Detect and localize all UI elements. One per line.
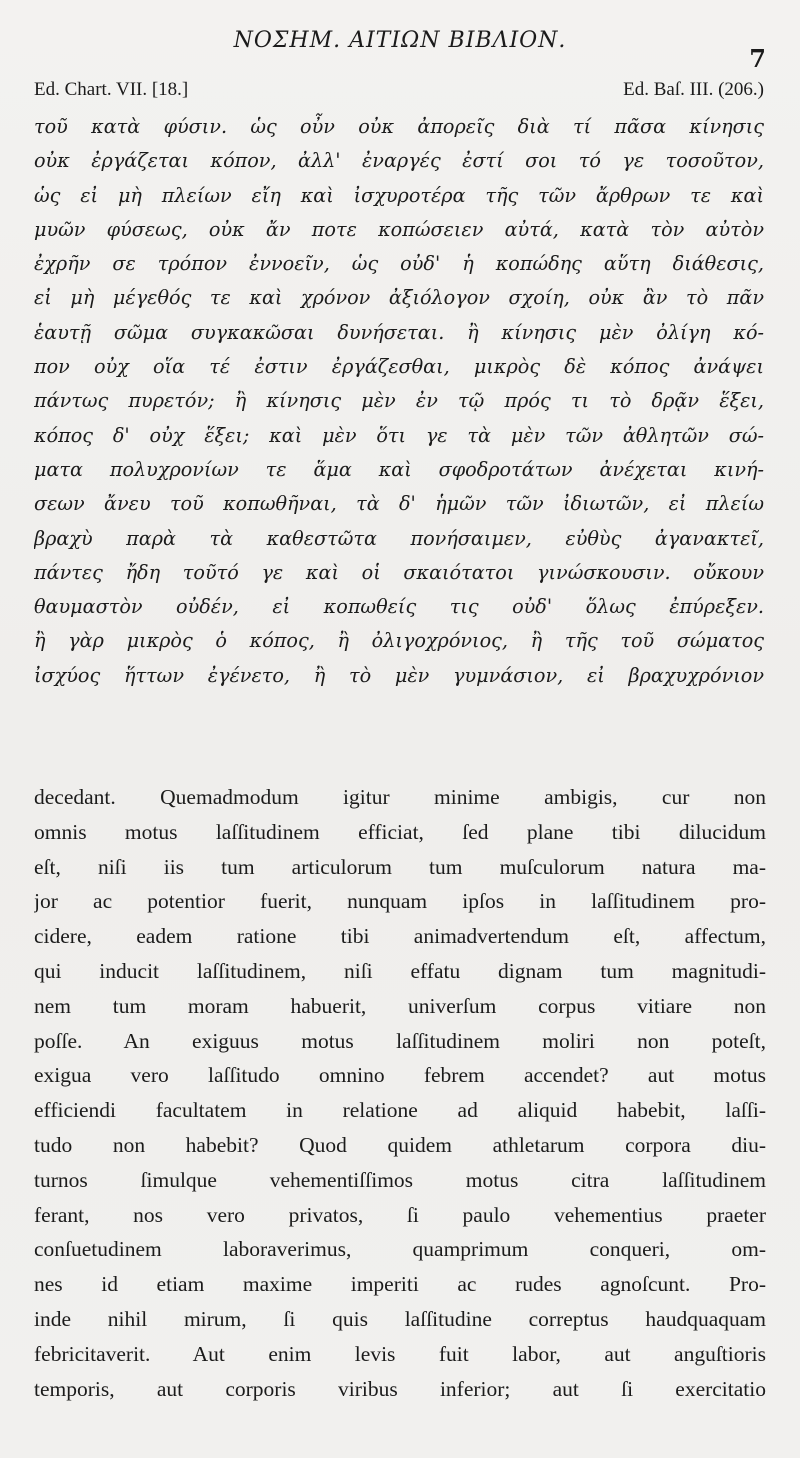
latin-line: qui inducit laſſitudinem, niſi effatu dignam tum magnitudi- bbox=[34, 958, 766, 983]
latin-line: omnis motus laſſitudinem efficiat, ſed plane tibi dilucidum bbox=[34, 819, 766, 844]
greek-line: πάντες ἤδη τοῦτό γε καὶ οἱ σκαιότατοι γινώσκουσιν. οὔκουν bbox=[34, 560, 764, 584]
edition-basel: Ed. Baſ. III. (206.) bbox=[623, 79, 764, 100]
running-title: ΝΟΣΗΜ. ΑΙΤΙΩΝ ΒΙΒΛΙΟΝ. bbox=[233, 28, 567, 53]
latin-line: nes id etiam maxime imperiti ac rudes agnoſcunt. Pro- bbox=[34, 1272, 766, 1297]
greek-line: ματα πολυχρονίων τε ἅμα καὶ σφοδροτάτων ἀνέχεται κινή- bbox=[34, 457, 764, 481]
latin-line: ferant, nos vero privatos, ſi paulo vehementius praeter bbox=[34, 1202, 766, 1227]
latin-line: conſuetudinem laboraverimus, quamprimum conqueri, om- bbox=[34, 1237, 766, 1262]
latin-line: nem tum moram habuerit, univerſum corpus vitiare non bbox=[34, 993, 766, 1018]
greek-line: ἑαυτῇ σῶμα συγκακῶσαι δυνήσεται. ἢ κίνησις μὲν ὀλίγη κό- bbox=[34, 320, 764, 344]
latin-line: temporis, aut corporis viribus inferior; aut ſi exercitatio bbox=[34, 1376, 766, 1401]
greek-text bbox=[34, 110, 764, 693]
latin-text bbox=[34, 780, 766, 1406]
greek-line: πον οὐχ οἵα τέ ἐστιν ἐργάζεσθαι, μικρὸς δὲ κόπος ἀνάψει bbox=[34, 355, 764, 379]
edition-references bbox=[34, 79, 764, 101]
page-number: 7 bbox=[749, 44, 766, 73]
greek-line: βραχὺ παρὰ τὰ καθεστῶτα πονήσαιμεν, εὐθὺς ἀγανακτεῖ, bbox=[34, 526, 764, 550]
latin-line: cidere, eadem ratione tibi animadvertendum eſt, affectum, bbox=[34, 924, 766, 949]
greek-line: ὡς εἰ μὴ πλείων εἴη καὶ ἰσχυροτέρα τῆς τῶν ἄρθρων τε καὶ bbox=[34, 183, 764, 207]
edition-chartier: Ed. Chart. VII. [18.] bbox=[34, 79, 189, 100]
latin-line: efficiendi facultatem in relatione ad aliquid habebit, laſſi- bbox=[34, 1098, 766, 1123]
greek-line: ἐχρῆν σε τρόπον ἐννοεῖν, ὡς οὐδ' ἡ κοπώδης αὕτη διάθεσις, bbox=[34, 252, 764, 276]
greek-line: κόπος δ' οὐχ ἕξει; καὶ μὲν ὅτι γε τὰ μὲν τῶν ἀθλητῶν σώ- bbox=[34, 423, 764, 447]
greek-line: οὐκ ἐργάζεται κόπον, ἀλλ' ἐναργές ἐστί σοι τό γε τοσοῦτον, bbox=[34, 149, 764, 173]
latin-line: decedant. Quemadmodum igitur minime ambigis, cur non bbox=[34, 785, 766, 809]
greek-line: μυῶν φύσεως, οὐκ ἄν ποτε κοπώσειεν αὐτά, κατὰ τὸν αὐτὸν bbox=[34, 217, 764, 241]
latin-line: turnos ſimulque vehementiſſimos motus citra laſſitudinem bbox=[34, 1167, 766, 1192]
latin-line: eſt, niſi iis tum articulorum tum muſculorum natura ma- bbox=[34, 854, 766, 879]
latin-line: poſſe. An exiguus motus laſſitudinem moliri non poteſt, bbox=[34, 1028, 766, 1053]
greek-line: ἰσχύος ἥττων ἐγένετο, ἢ τὸ μὲν γυμνάσιον, εἰ βραχυχρόνιον bbox=[34, 663, 764, 687]
greek-line: σεων ἄνευ τοῦ κοπωθῆναι, τὰ δ' ἡμῶν τῶν ἰδιωτῶν, εἰ πλείω bbox=[34, 492, 764, 516]
latin-line: jor ac potentior fuerit, nunquam ipſos in laſſitudinem pro- bbox=[34, 889, 766, 914]
latin-line: febricitaverit. Aut enim levis fuit labor, aut anguſtioris bbox=[34, 1341, 766, 1366]
latin-line: tudo non habebit? Quod quidem athletarum corpora diu- bbox=[34, 1132, 766, 1157]
greek-line: ἢ γὰρ μικρὸς ὁ κόπος, ἢ ὀλιγοχρόνιος, ἢ τῆς τοῦ σώματος bbox=[34, 629, 764, 653]
latin-line: exigua vero laſſitudo omnino febrem accendet? aut motus bbox=[34, 1063, 766, 1088]
greek-line: πάντως πυρετόν; ἢ κίνησις μὲν ἐν τῷ πρός τι τὸ δρᾷν ἕξει, bbox=[34, 389, 764, 413]
greek-line: τοῦ κατὰ φύσιν. ὡς οὖν οὐκ ἀπορεῖς διὰ τί πᾶσα κίνησις bbox=[34, 115, 764, 138]
latin-line: inde nihil mirum, ſi quis laſſitudine correptus haudquaquam bbox=[34, 1306, 766, 1331]
greek-line: θαυμαστὸν οὐδέν, εἰ κοπωθείς τις οὐδ' ὅλως ἐπύρεξεν. bbox=[34, 595, 764, 619]
greek-line: εἰ μὴ μέγεθός τε καὶ χρόνον ἀξιόλογον σχοίη, οὐκ ἂν τὸ πᾶν bbox=[34, 286, 764, 310]
